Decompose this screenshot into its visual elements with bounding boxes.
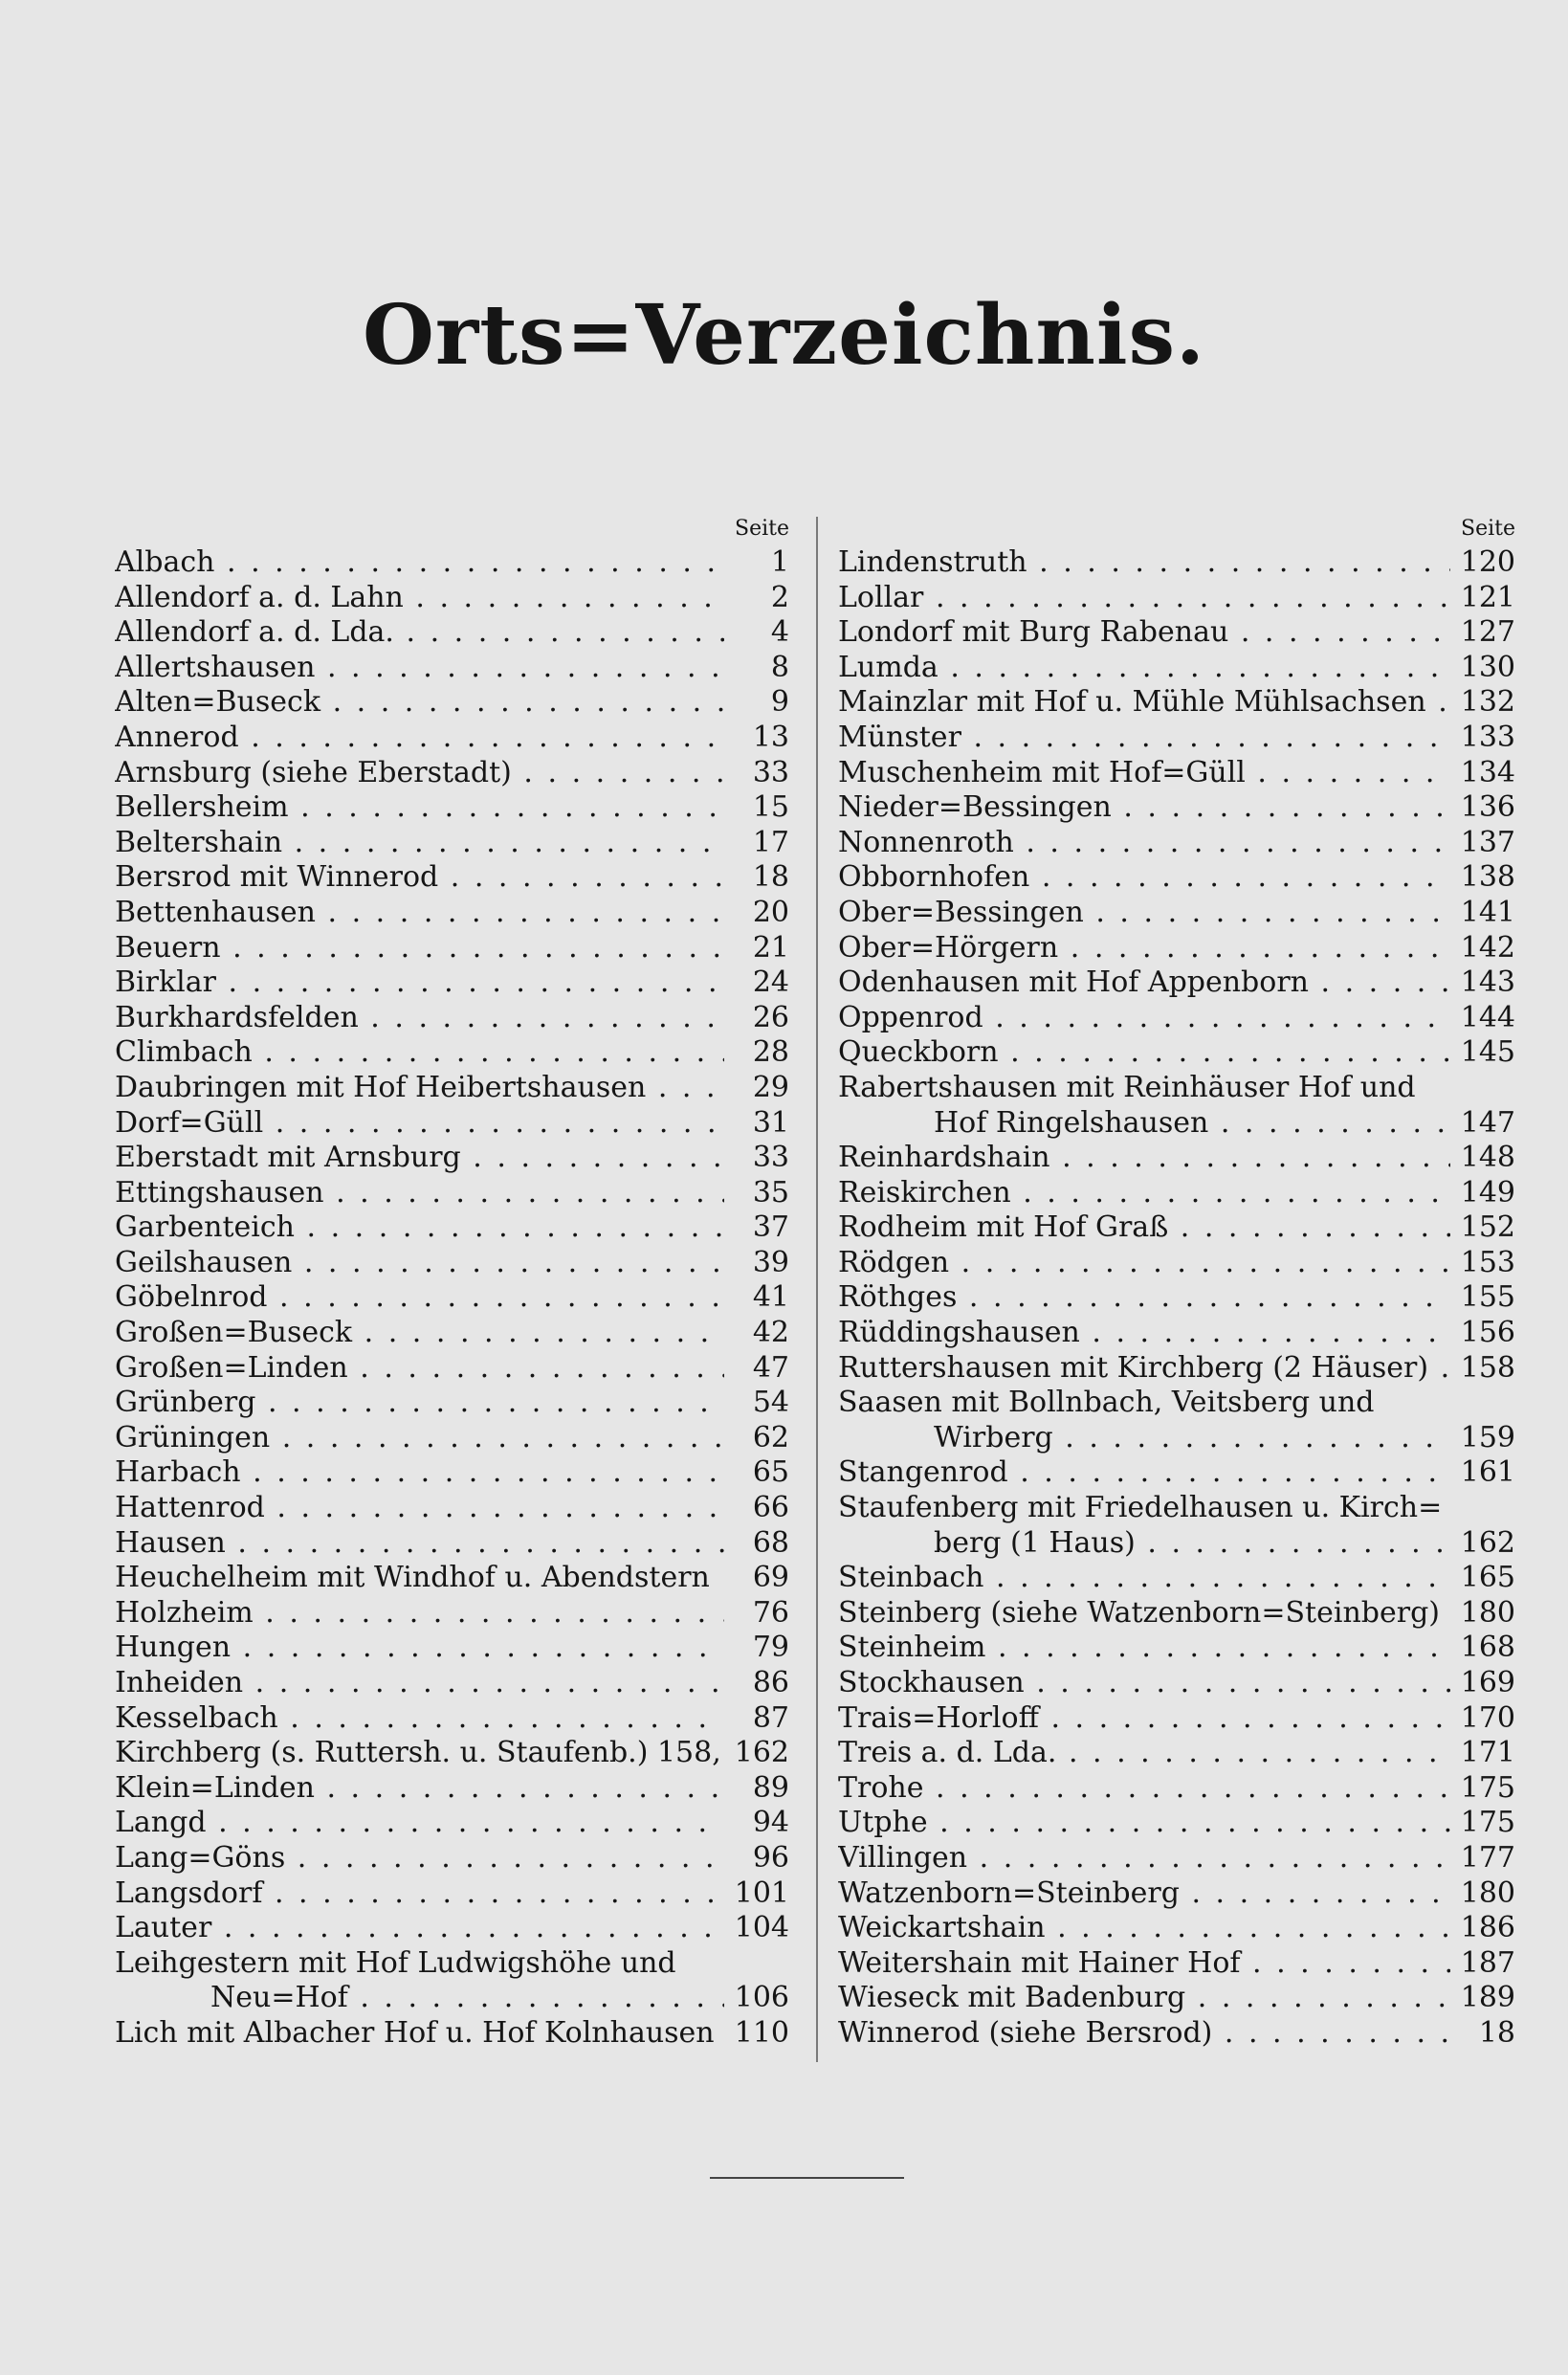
place-name: Bettenhausen . . . (115, 896, 724, 931)
index-entry (838, 1911, 1515, 1946)
place-name: Eberstadt mit Arnsburg . . . (115, 1141, 724, 1176)
index-entry (115, 651, 789, 686)
place-name: Queckborn . . . (838, 1035, 1450, 1071)
index-entry (838, 1561, 1515, 1596)
index-entry (838, 860, 1515, 896)
page-number: 144 (1460, 1000, 1515, 1034)
index-entry (838, 756, 1515, 791)
place-name: Wieseck mit Badenburg . . . (838, 1981, 1450, 2016)
place-name: Beuern . . . (115, 931, 724, 966)
place-name: Annerod . . . (115, 721, 724, 756)
page-number: 62 (752, 1420, 789, 1454)
place-name: Klein=Linden . . . (115, 1771, 724, 1807)
index-entry (838, 1106, 1515, 1142)
index-entry (838, 1491, 1515, 1526)
index-entry (838, 1771, 1515, 1807)
page-number: 187 (1460, 1945, 1515, 1980)
index-entry (838, 685, 1515, 721)
index-entry (115, 1316, 789, 1351)
page-number: 79 (752, 1631, 789, 1665)
place-name: berg (1 Haus) . . . (838, 1526, 1450, 1562)
place-name: Holzheim . . . (115, 1596, 724, 1631)
index-entry (838, 1596, 1515, 1631)
page-number: 149 (1460, 1175, 1515, 1210)
index-entry (115, 1596, 789, 1631)
place-name: Reiskirchen . . . (838, 1176, 1450, 1211)
place-name: Muschenheim mit Hof=Güll . . . (838, 756, 1450, 791)
page-number: 28 (752, 1035, 789, 1070)
page-number: 39 (752, 1245, 789, 1279)
place-name: Allendorf a. d. Lahn . . . (115, 581, 724, 616)
index-entry (115, 756, 789, 791)
index-entry (115, 545, 789, 581)
page-number: 137 (1460, 825, 1515, 859)
place-name: Ober=Bessingen . . . (838, 896, 1450, 931)
page-number: 29 (752, 1070, 789, 1104)
place-name: Bellersheim . . . (115, 790, 724, 826)
index-entry (115, 1421, 789, 1456)
place-name: Rabertshausen mit Reinhäuser Hof und (838, 1070, 1416, 1104)
place-name: Langsdorf . . . (115, 1876, 724, 1912)
page-number: 161 (1460, 1455, 1515, 1490)
page-number: 147 (1460, 1105, 1515, 1140)
index-entry (838, 651, 1515, 686)
index-entry (115, 1561, 789, 1596)
index-column-right (838, 517, 1515, 2052)
page-number: 165 (1460, 1561, 1515, 1595)
index-entry (115, 2016, 789, 2052)
page-number: 169 (1460, 1666, 1515, 1699)
page-number: 162 (1460, 1525, 1515, 1560)
place-name: Heuchelheim mit Windhof u. Abendstern . . . (115, 1561, 724, 1596)
place-name: Münster . . . (838, 721, 1450, 756)
place-name: Odenhausen mit Hof Appenborn . . . (838, 966, 1450, 1001)
index-entry (838, 966, 1515, 1001)
place-name: Hattenrod . . . (115, 1491, 724, 1526)
place-name: Oppenrod . . . (838, 1001, 1450, 1036)
index-entry (115, 931, 789, 966)
index-entry (115, 1246, 789, 1281)
place-name: Geilshausen . . . (115, 1246, 724, 1281)
place-name: Treis a. d. Lda. . . . (838, 1736, 1450, 1771)
page-number: 162 (734, 1736, 789, 1770)
page-number: 1 (770, 545, 789, 579)
page-number: 141 (1460, 895, 1515, 929)
index-entry (838, 1246, 1515, 1281)
page-number: 41 (752, 1280, 789, 1315)
index-entry (838, 1631, 1515, 1666)
page-number: 177 (1460, 1840, 1515, 1875)
closing-rule (710, 2177, 904, 2179)
index-entry (838, 790, 1515, 826)
index-entry (838, 1001, 1515, 1036)
index-entry (838, 1351, 1515, 1387)
place-name: Kirchberg (s. Ruttersh. u. Staufenb.) 158, . . . (115, 1736, 724, 1771)
page-number: 47 (752, 1350, 789, 1385)
place-name: Winnerod (siehe Bersrod) . . . (838, 2016, 1450, 2052)
place-name: Hungen . . . (115, 1631, 724, 1666)
place-name: Großen=Linden . . . (115, 1351, 724, 1387)
index-entry (838, 1421, 1515, 1456)
place-name: Weitershain mit Hainer Hof . . . (838, 1946, 1450, 1982)
page-number: 31 (752, 1105, 789, 1140)
place-name: Rödgen . . . (838, 1246, 1450, 1281)
index-entry (838, 1981, 1515, 2016)
index-entry (838, 1455, 1515, 1491)
place-name: Steinbach . . . (838, 1561, 1450, 1596)
place-name: Albach . . . (115, 545, 724, 581)
page-number: 37 (752, 1210, 789, 1245)
place-name: Nieder=Bessingen . . . (838, 790, 1450, 826)
page-number: 170 (1460, 1700, 1515, 1735)
index-entry (115, 1106, 789, 1142)
index-entry (838, 1210, 1515, 1246)
page-number: 175 (1460, 1770, 1515, 1805)
index-entry (115, 1386, 789, 1421)
index-entry (115, 615, 789, 651)
place-name: Ober=Hörgern . . . (838, 931, 1450, 966)
page-number: 76 (752, 1595, 789, 1630)
page-number: 143 (1460, 966, 1515, 1000)
index-entry (838, 1526, 1515, 1562)
index-entry (115, 1736, 789, 1771)
page-number: 136 (1460, 790, 1515, 825)
column-header-right: Seite (1461, 517, 1515, 541)
place-name: Stockhausen . . . (838, 1666, 1450, 1701)
index-entry (115, 1666, 789, 1701)
place-name: Londorf mit Burg Rabenau . . . (838, 615, 1450, 651)
index-entry (838, 545, 1515, 581)
index-entry (838, 1701, 1515, 1737)
place-name: Utphe . . . (838, 1806, 1450, 1841)
index-entry (115, 1210, 789, 1246)
index-entry (115, 1981, 789, 2016)
place-name: Großen=Buseck . . . (115, 1316, 724, 1351)
index-entry (838, 1141, 1515, 1176)
place-name: Saasen mit Bollnbach, Veitsberg und (838, 1386, 1375, 1420)
index-entry (115, 826, 789, 861)
place-name: Weickartshain . . . (838, 1911, 1450, 1946)
page-number: 189 (1460, 1981, 1515, 2015)
index-entry (115, 1001, 789, 1036)
index-entry (838, 581, 1515, 616)
place-name: Alten=Buseck . . . (115, 685, 724, 721)
page-number: 54 (752, 1386, 789, 1420)
index-entry (115, 1876, 789, 1912)
index-entry (115, 1141, 789, 1176)
page-number: 65 (752, 1455, 789, 1490)
page-number: 24 (752, 966, 789, 1000)
page-number: 130 (1460, 650, 1515, 684)
place-name: Grünberg . . . (115, 1386, 724, 1421)
index-entry (115, 1071, 789, 1106)
place-name: Röthges . . . (838, 1280, 1450, 1316)
place-name: Mainzlar mit Hof u. Mühle Mühlsachsen . . . (838, 685, 1450, 721)
place-name: Garbenteich . . . (115, 1210, 724, 1246)
index-entry (115, 721, 789, 756)
page-number: 156 (1460, 1316, 1515, 1350)
page-number: 94 (752, 1806, 789, 1840)
page-number: 13 (752, 720, 789, 754)
index-entry (115, 1771, 789, 1807)
index-entry (115, 1176, 789, 1211)
place-name: Stangenrod . . . (838, 1455, 1450, 1491)
page-number: 171 (1460, 1736, 1515, 1770)
place-name: Ruttershausen mit Kirchberg (2 Häuser) . . . (838, 1351, 1450, 1387)
page-number: 68 (752, 1525, 789, 1560)
place-name: Lauter . . . (115, 1911, 724, 1946)
place-name: Grüningen . . . (115, 1421, 724, 1456)
page-number: 2 (770, 580, 789, 614)
page-number: 127 (1460, 615, 1515, 650)
place-name: Burkhardsfelden . . . (115, 1001, 724, 1036)
index-entry (838, 615, 1515, 651)
page-number: 86 (752, 1666, 789, 1699)
index-entry (838, 1071, 1515, 1106)
place-name: Nonnenroth . . . (838, 826, 1450, 861)
place-name: Lang=Göns . . . (115, 1841, 724, 1876)
page-title: Orts=Verzeichnis. (363, 287, 1205, 384)
place-name: Bersrod mit Winnerod . . . (115, 860, 724, 896)
index-entry (838, 1280, 1515, 1316)
page-number: 186 (1460, 1911, 1515, 1945)
index-entry (838, 931, 1515, 966)
place-name: Steinheim . . . (838, 1631, 1450, 1666)
place-name: Climbach . . . (115, 1035, 724, 1071)
place-name: Beltershain . . . (115, 826, 724, 861)
page-number: 145 (1460, 1035, 1515, 1070)
index-entry (838, 1666, 1515, 1701)
page-number: 134 (1460, 755, 1515, 789)
page-number: 152 (1460, 1210, 1515, 1245)
page-number: 158 (1460, 1350, 1515, 1385)
page-number: 138 (1460, 860, 1515, 895)
page-number: 18 (752, 860, 789, 895)
index-entry (115, 1526, 789, 1562)
index-entry (115, 1491, 789, 1526)
page-number: 35 (752, 1175, 789, 1210)
page-number: 120 (1460, 545, 1515, 579)
place-name: Allendorf a. d. Lda. . . . (115, 615, 724, 651)
index-entry (115, 1631, 789, 1666)
entry-list-right (838, 545, 1515, 2052)
place-name: Langd . . . (115, 1806, 724, 1841)
index-entry (115, 1701, 789, 1737)
index-entry (838, 1316, 1515, 1351)
index-column-left (115, 517, 789, 2052)
index-entry (115, 1946, 789, 1982)
page-number: 133 (1460, 720, 1515, 754)
index-entry (838, 1946, 1515, 1982)
page-number: 104 (734, 1911, 789, 1945)
index-entry (115, 860, 789, 896)
index-entry (115, 1035, 789, 1071)
place-name: Obbornhofen . . . (838, 860, 1450, 896)
place-name: Lollar . . . (838, 581, 1450, 616)
index-entry (115, 1841, 789, 1876)
index-entry (838, 1176, 1515, 1211)
index-entry (838, 2016, 1515, 2052)
place-name: Watzenborn=Steinberg . . . (838, 1876, 1450, 1912)
page-number: 66 (752, 1491, 789, 1525)
index-entry (115, 1455, 789, 1491)
place-name: Leihgestern mit Hof Ludwigshöhe und (115, 1945, 676, 1980)
place-name: Lich mit Albacher Hof u. Hof Kolnhausen . . . (115, 2016, 724, 2052)
place-name: Neu=Hof . . . (115, 1981, 724, 2016)
column-header-left: Seite (735, 517, 789, 541)
index-entry (115, 790, 789, 826)
place-name: Wirberg . . . (838, 1421, 1450, 1456)
index-entry (838, 896, 1515, 931)
page-number: 159 (1460, 1420, 1515, 1454)
page-number: 9 (770, 685, 789, 720)
place-name: Göbelnrod . . . (115, 1280, 724, 1316)
place-name: Steinberg (siehe Watzenborn=Steinberg) . . . (838, 1596, 1450, 1631)
place-name: Reinhardshain . . . (838, 1141, 1450, 1176)
page-number: 180 (1460, 1595, 1515, 1630)
page-number: 20 (752, 895, 789, 929)
place-name: Villingen . . . (838, 1841, 1450, 1876)
place-name: Dorf=Güll . . . (115, 1106, 724, 1142)
index-entry (838, 1806, 1515, 1841)
place-name: Staufenberg mit Friedelhausen u. Kirch= (838, 1491, 1443, 1525)
page-number: 15 (752, 790, 789, 825)
page-number: 180 (1460, 1876, 1515, 1910)
place-name: Harbach . . . (115, 1455, 724, 1491)
page-number: 155 (1460, 1280, 1515, 1315)
column-divider (816, 517, 818, 2062)
page-number: 89 (752, 1770, 789, 1805)
page-number: 21 (752, 930, 789, 965)
place-name: Kesselbach . . . (115, 1701, 724, 1737)
index-entry (115, 1911, 789, 1946)
page-number: 168 (1460, 1631, 1515, 1665)
page-number: 110 (734, 2015, 789, 2050)
place-name: Ettingshausen . . . (115, 1176, 724, 1211)
page-number: 33 (752, 755, 789, 789)
page-number: 18 (1478, 2015, 1515, 2050)
index-entry (838, 1736, 1515, 1771)
place-name: Allertshausen . . . (115, 651, 724, 686)
page-number: 132 (1460, 685, 1515, 720)
page-number: 17 (752, 825, 789, 859)
index-entry (838, 1876, 1515, 1912)
page-number: 101 (734, 1876, 789, 1910)
page-number: 26 (752, 1000, 789, 1034)
place-name: Inheiden . . . (115, 1666, 724, 1701)
index-entry (115, 1351, 789, 1387)
page-number: 69 (752, 1561, 789, 1595)
place-name: Daubringen mit Hof Heibertshausen . . . (115, 1071, 724, 1106)
place-name: Trohe . . . (838, 1771, 1450, 1807)
index-entry (838, 1035, 1515, 1071)
page-number: 42 (752, 1316, 789, 1350)
index-entry (838, 1841, 1515, 1876)
page-number: 33 (752, 1141, 789, 1175)
index-entry (115, 1280, 789, 1316)
place-name: Hausen . . . (115, 1526, 724, 1562)
page-number: 142 (1460, 930, 1515, 965)
index-entry (115, 685, 789, 721)
index-entry (838, 826, 1515, 861)
page-number: 8 (770, 650, 789, 684)
page-number: 106 (734, 1981, 789, 2015)
page-number: 121 (1460, 580, 1515, 614)
index-entry (115, 896, 789, 931)
page-number: 87 (752, 1700, 789, 1735)
place-name: Arnsburg (siehe Eberstadt) . . . (115, 756, 724, 791)
index-entry (115, 1806, 789, 1841)
place-name: Hof Ringelshausen . . . (838, 1106, 1450, 1142)
place-name: Birklar . . . (115, 966, 724, 1001)
page-number: 175 (1460, 1806, 1515, 1840)
index-entry (115, 581, 789, 616)
entry-list-left (115, 545, 789, 2052)
index-entry (115, 966, 789, 1001)
place-name: Lindenstruth . . . (838, 545, 1450, 581)
index-entry (838, 1386, 1515, 1421)
place-name: Lumda . . . (838, 651, 1450, 686)
page-number: 148 (1460, 1141, 1515, 1175)
place-name: Trais=Horloff . . . (838, 1701, 1450, 1737)
page-number: 96 (752, 1840, 789, 1875)
place-name: Rodheim mit Hof Graß . . . (838, 1210, 1450, 1246)
place-name: Rüddingshausen . . . (838, 1316, 1450, 1351)
page-number: 153 (1460, 1245, 1515, 1279)
index-entry (838, 721, 1515, 756)
page-number: 4 (770, 615, 789, 650)
